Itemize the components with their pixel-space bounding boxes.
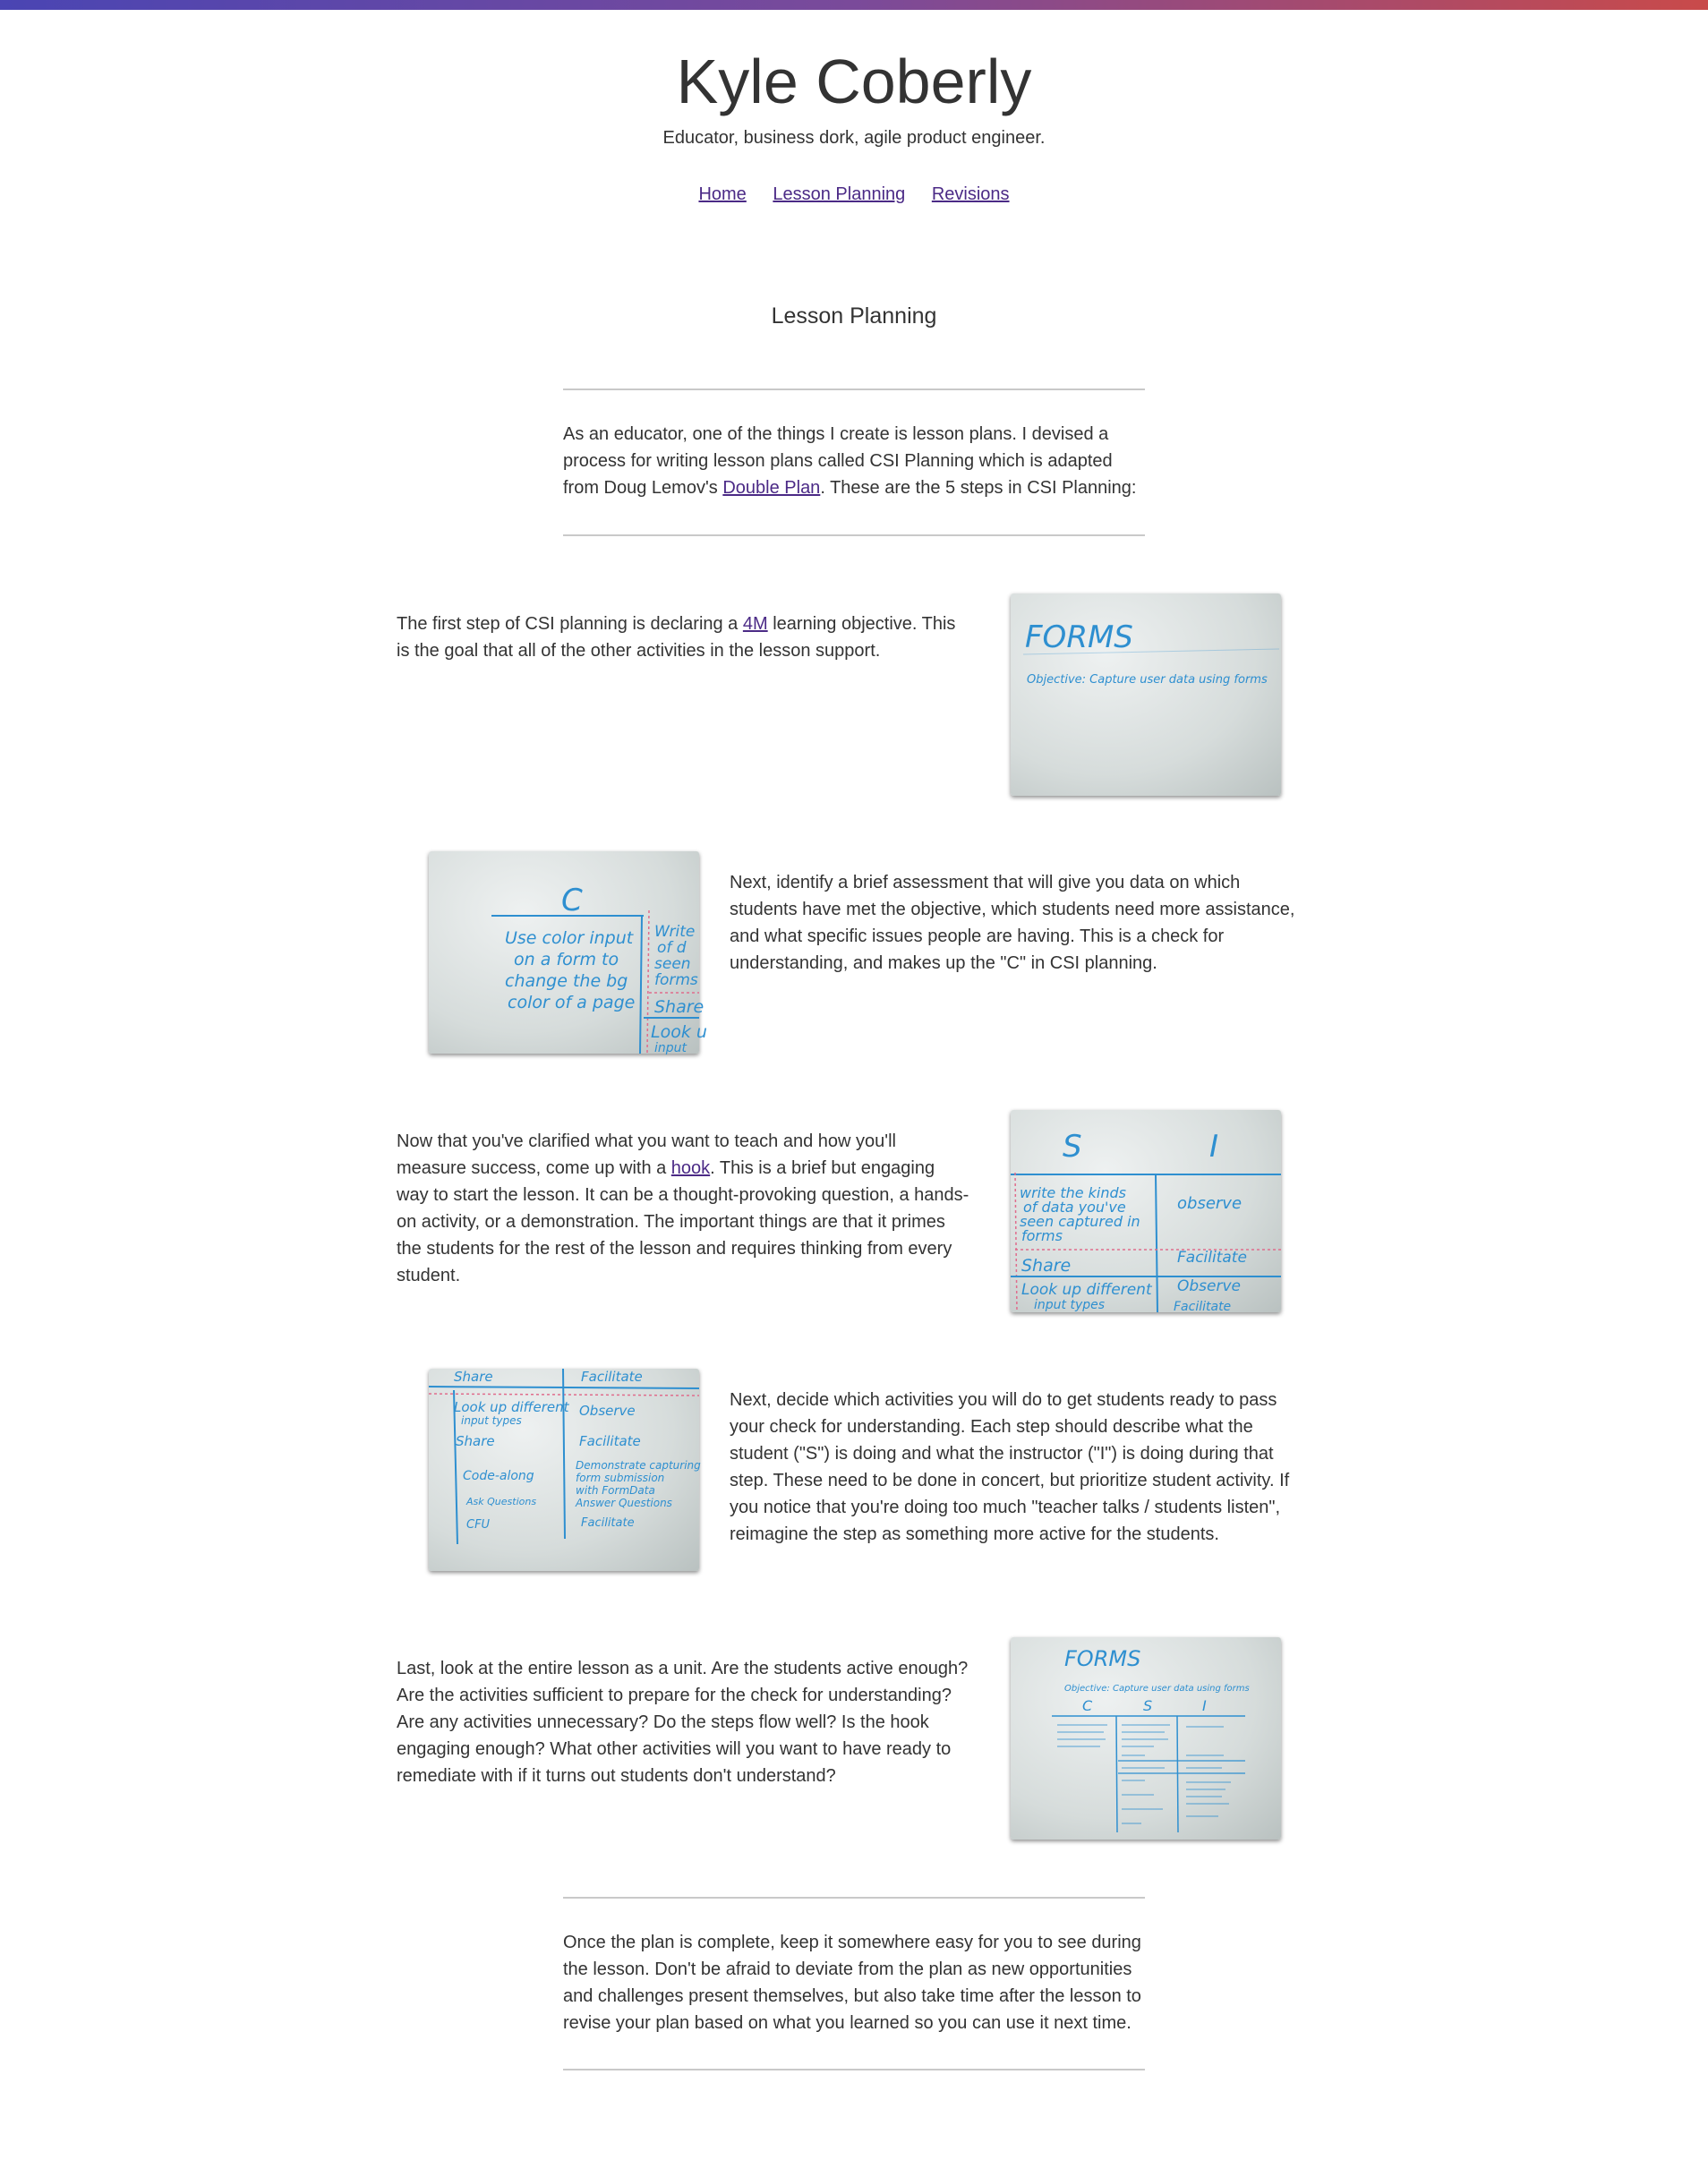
svg-text:seen: seen bbox=[654, 955, 691, 973]
step-2-whiteboard-photo bbox=[429, 851, 707, 1055]
svg-text:FORMS: FORMS bbox=[1064, 1646, 1141, 1671]
page-heading: Lesson Planning bbox=[771, 303, 937, 329]
svg-text:C: C bbox=[1082, 1697, 1093, 1714]
svg-text:Answer Questions: Answer Questions bbox=[576, 1497, 672, 1509]
step-3-text: Now that you've clarified what you want to teach and how you'll measure success, come up with a bbox=[397, 1131, 896, 1178]
svg-text:Write: Write bbox=[654, 923, 696, 941]
nav-link-revisions[interactable]: Revisions bbox=[931, 184, 1010, 204]
svg-text:I: I bbox=[1202, 1697, 1207, 1714]
svg-text:Facilitate: Facilitate bbox=[581, 1369, 643, 1385]
svg-text:on a form to: on a form to bbox=[514, 950, 619, 969]
divider bbox=[563, 388, 1145, 390]
step-1-text-end: learning objective. This is the goal that all of the other activities in the lesson support. bbox=[397, 614, 956, 661]
outro-paragraph: Once the plan is complete, keep it somewhere easy for you to see during the lesson. Don't be afraid to deviate from the plan as new opportunities and challenges present themselves, but also take time after the lesson to revise your plan based on what you learned so you can use it next time. bbox=[563, 1933, 1141, 2033]
svg-text:I: I bbox=[1209, 1129, 1219, 1165]
step-4-paragraph: Next, decide which activities you will do to get students ready to pass your check for understanding. Each step should describe what the student ("S") is doing and what the instructor ("I") is doing during that step. These need to be done in concert, but prioritize student activity. If you notice that you're doing too much "teacher talks / students listen", reimagine the step as something more active for the students. bbox=[730, 1390, 1290, 1544]
svg-text:of d: of d bbox=[657, 939, 687, 957]
svg-text:Facilitate: Facilitate bbox=[1174, 1300, 1232, 1314]
svg-text:Use color input: Use color input bbox=[505, 928, 634, 948]
svg-text:input types: input types bbox=[1034, 1298, 1106, 1312]
svg-text:seen captured in: seen captured in bbox=[1020, 1213, 1140, 1230]
nav-link-home[interactable]: Home bbox=[698, 184, 747, 204]
svg-text:Look up different: Look up different bbox=[1021, 1281, 1152, 1299]
svg-text:Demonstrate capturing: Demonstrate capturing bbox=[576, 1459, 701, 1472]
nav-link-lesson-planning[interactable]: Lesson Planning bbox=[773, 184, 906, 204]
svg-text:Objective: Capture user data u: Objective: Capture user data using forms bbox=[1064, 1684, 1250, 1694]
site-tagline: Educator, business dork, agile product engineer. bbox=[662, 128, 1046, 148]
svg-text:Share: Share bbox=[1021, 1256, 1072, 1276]
site-title: Kyle Coberly bbox=[676, 47, 1032, 116]
main-nav bbox=[0, 184, 1708, 205]
svg-text:forms: forms bbox=[654, 971, 698, 989]
svg-text:change the bg: change the bg bbox=[505, 971, 628, 991]
svg-text:Facilitate: Facilitate bbox=[1177, 1249, 1247, 1267]
step-1-paragraph bbox=[397, 610, 969, 664]
svg-text:form submission: form submission bbox=[576, 1472, 665, 1484]
svg-text:Look u: Look u bbox=[651, 1022, 707, 1042]
svg-text:write the kinds: write the kinds bbox=[1020, 1184, 1126, 1201]
svg-text:Look up different: Look up different bbox=[454, 1399, 569, 1415]
svg-text:Share: Share bbox=[654, 997, 705, 1017]
divider bbox=[563, 534, 1145, 536]
intro-text-end: . These are the 5 steps in CSI Planning: bbox=[820, 478, 1137, 498]
svg-text:input: input bbox=[654, 1041, 687, 1055]
step-5-whiteboard-photo bbox=[1011, 1637, 1281, 1840]
svg-text:Code-along: Code-along bbox=[463, 1469, 534, 1483]
svg-text:Share: Share bbox=[456, 1433, 495, 1449]
step-3-whiteboard-photo bbox=[1011, 1110, 1281, 1312]
svg-text:CFU: CFU bbox=[466, 1518, 491, 1532]
step-1-text: The first step of CSI planning is declaring a bbox=[397, 614, 743, 634]
photo-title-text: FORMS bbox=[1025, 619, 1133, 655]
double-plan-link[interactable]: Double Plan bbox=[722, 478, 821, 498]
svg-text:of data you've: of data you've bbox=[1023, 1199, 1126, 1216]
svg-text:Observe: Observe bbox=[1177, 1277, 1241, 1295]
svg-text:S: S bbox=[1063, 1129, 1082, 1165]
photo-objective-text: Objective: Capture user data using forms bbox=[1027, 673, 1268, 687]
hook-link[interactable]: hook bbox=[670, 1158, 711, 1178]
svg-text:observe: observe bbox=[1177, 1194, 1243, 1213]
svg-text:Facilitate: Facilitate bbox=[579, 1433, 641, 1449]
intro-paragraph bbox=[563, 421, 1145, 501]
svg-text:Observe: Observe bbox=[579, 1403, 636, 1419]
svg-text:Share: Share bbox=[454, 1369, 493, 1385]
svg-text:input types: input types bbox=[461, 1414, 522, 1427]
svg-text:color of a page: color of a page bbox=[508, 993, 636, 1012]
scribble-lines bbox=[1057, 1725, 1231, 1823]
step-2-paragraph: Next, identify a brief assessment that will give you data on which students have met the objective, which students need more assistance, and what specific issues people are having. This is a check for understanding, and makes up the "C" in CSI planning. bbox=[730, 873, 1295, 973]
step-3-paragraph bbox=[397, 1128, 969, 1289]
svg-text:forms: forms bbox=[1021, 1227, 1063, 1244]
svg-text:S: S bbox=[1143, 1697, 1153, 1714]
step-5-paragraph: Last, look at the entire lesson as a unit. Are the students active enough? Are the activities sufficient to prepare for the check for understanding? Are any activities unnecessary? Do the steps flow well? Is the hook engaging enough? What other activities will you want to have ready to remediate with if it turns out students don't understand? bbox=[397, 1659, 969, 1786]
svg-text:Ask Questions: Ask Questions bbox=[466, 1496, 537, 1507]
intro-text: As an educator, one of the things I create is lesson plans. I devised a process for writing lesson plans called CSI Planning which is adapted from Doug Lemov's bbox=[563, 424, 1113, 498]
divider bbox=[563, 1897, 1145, 1899]
svg-text:with FormData: with FormData bbox=[576, 1484, 655, 1497]
photo-letter-c: C bbox=[561, 883, 583, 918]
4m-link[interactable]: 4M bbox=[742, 614, 768, 634]
step-4-whiteboard-photo bbox=[429, 1369, 699, 1571]
step-1-whiteboard-photo bbox=[1011, 593, 1281, 796]
divider bbox=[563, 2069, 1145, 2070]
step-3-text-end: . This is a brief but engaging way to start the lesson. It can be a thought-provoking question, a hands-on activity, or a demonstration. The important things are that it primes the students for the rest of the lesson and requires thinking from every student. bbox=[397, 1158, 969, 1285]
svg-text:Facilitate: Facilitate bbox=[581, 1516, 635, 1530]
top-accent-bar bbox=[0, 0, 1708, 10]
